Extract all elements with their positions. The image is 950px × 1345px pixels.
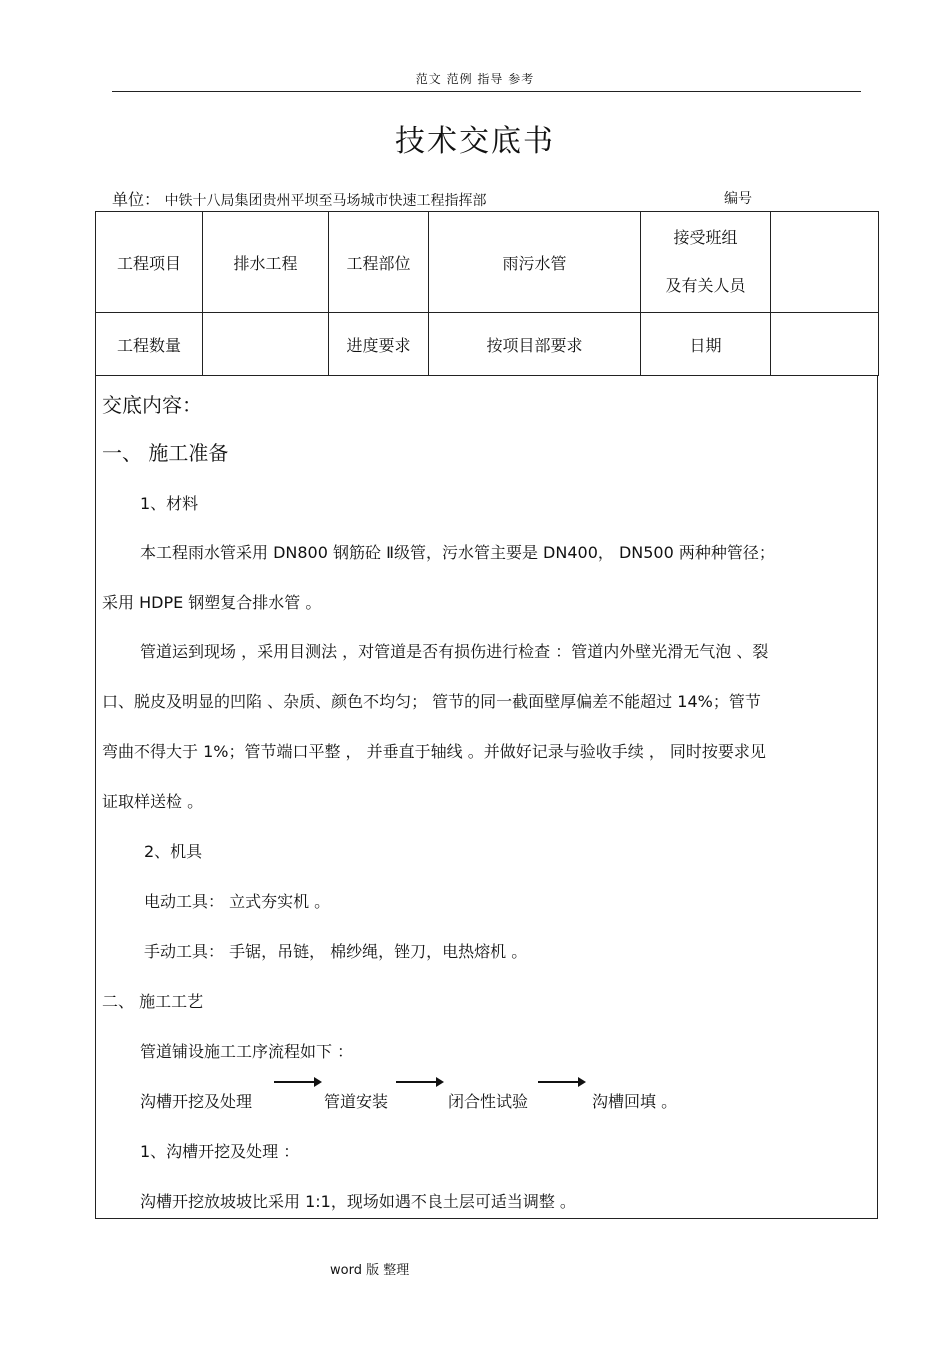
inspection-paragraph-line: 口、脱皮及明显的凹陷 、杂质、颜色不均匀； 管节的同一截面壁厚偏差不能超过 14%；管节 <box>102 692 761 711</box>
team-label-line2: 及有关人员 <box>665 276 746 295</box>
materials-paragraph-line: 本工程雨水管采用 DN800 钢筋砼 Ⅱ级管，污水管主要是 DN400， DN500 两种种管径； <box>140 543 775 562</box>
quantity-value <box>203 313 329 376</box>
subheading-tools: 2、机具 <box>144 842 203 861</box>
unit-value: 中铁十八局集团贵州平坝至马场城市快速工程指挥部 <box>164 193 487 209</box>
flow-step-backfill: 沟槽回填 。 <box>592 1092 678 1111</box>
quantity-label: 工程数量 <box>96 313 203 376</box>
content-box <box>95 375 878 1219</box>
date-value <box>771 313 879 376</box>
flow-step-trench: 沟槽开挖及处理 <box>140 1092 253 1111</box>
info-table <box>95 211 879 376</box>
electric-tools-line: 电动工具： 立式夯实机 。 <box>144 892 331 911</box>
manual-tools-line: 手动工具： 手锯，吊链， 棉纱绳，锉刀，电热熔机 。 <box>144 942 528 961</box>
schedule-value: 按项目部要求 <box>429 313 641 376</box>
inspection-paragraph-line: 管道运到现场 ，采用目测法 ，对管道是否有损伤进行检查 ：管道内外壁光滑无气泡 、裂 <box>140 642 769 661</box>
flow-step-test: 闭合性试验 <box>448 1092 529 1111</box>
inspection-paragraph-line: 证取样送检 。 <box>102 792 204 811</box>
date-label: 日期 <box>641 313 771 376</box>
project-label: 工程项目 <box>96 212 203 313</box>
flow-arrow-icon <box>274 1075 322 1089</box>
schedule-label: 进度要求 <box>329 313 429 376</box>
header-rule <box>112 91 861 92</box>
flow-arrow-icon <box>538 1075 586 1089</box>
section-preparation: 一、 施工准备 <box>102 441 229 465</box>
content-heading: 交底内容： <box>102 393 202 417</box>
flow-arrow-icon <box>396 1075 444 1089</box>
subheading-trench: 1、沟槽开挖及处理 ： <box>140 1142 300 1161</box>
trench-paragraph-line: 沟槽开挖放坡坡比采用 1:1，现场如遇不良土层可适当调整 。 <box>140 1192 576 1211</box>
team-label-line1: 接受班组 <box>673 228 738 247</box>
section-process: 二、 施工工艺 <box>102 992 204 1011</box>
flow-intro: 管道铺设施工工序流程如下 ： <box>140 1042 354 1061</box>
unit-line <box>112 187 486 210</box>
page-header-text: 范文 范例 指导 参考 <box>415 72 535 86</box>
team-value <box>771 212 879 313</box>
team-label <box>641 212 771 313</box>
part-label: 工程部位 <box>329 212 429 313</box>
flow-step-install: 管道安装 <box>324 1092 389 1111</box>
document-title: 技术交底书 <box>395 124 555 159</box>
subheading-materials: 1、材料 <box>140 494 199 513</box>
materials-paragraph-line: 采用 HDPE 钢塑复合排水管 。 <box>102 593 322 612</box>
inspection-paragraph-line: 弯曲不得大于 1%；管节端口平整 ， 并垂直于轴线 。并做好记录与验收手续 ， 同时按要求见 <box>102 742 766 761</box>
code-label: 编号 <box>724 191 752 207</box>
unit-label: 单位： <box>112 190 161 209</box>
part-value: 雨污水管 <box>429 212 641 313</box>
project-value: 排水工程 <box>203 212 329 313</box>
page-footer: word 版 整理 <box>330 1263 410 1278</box>
